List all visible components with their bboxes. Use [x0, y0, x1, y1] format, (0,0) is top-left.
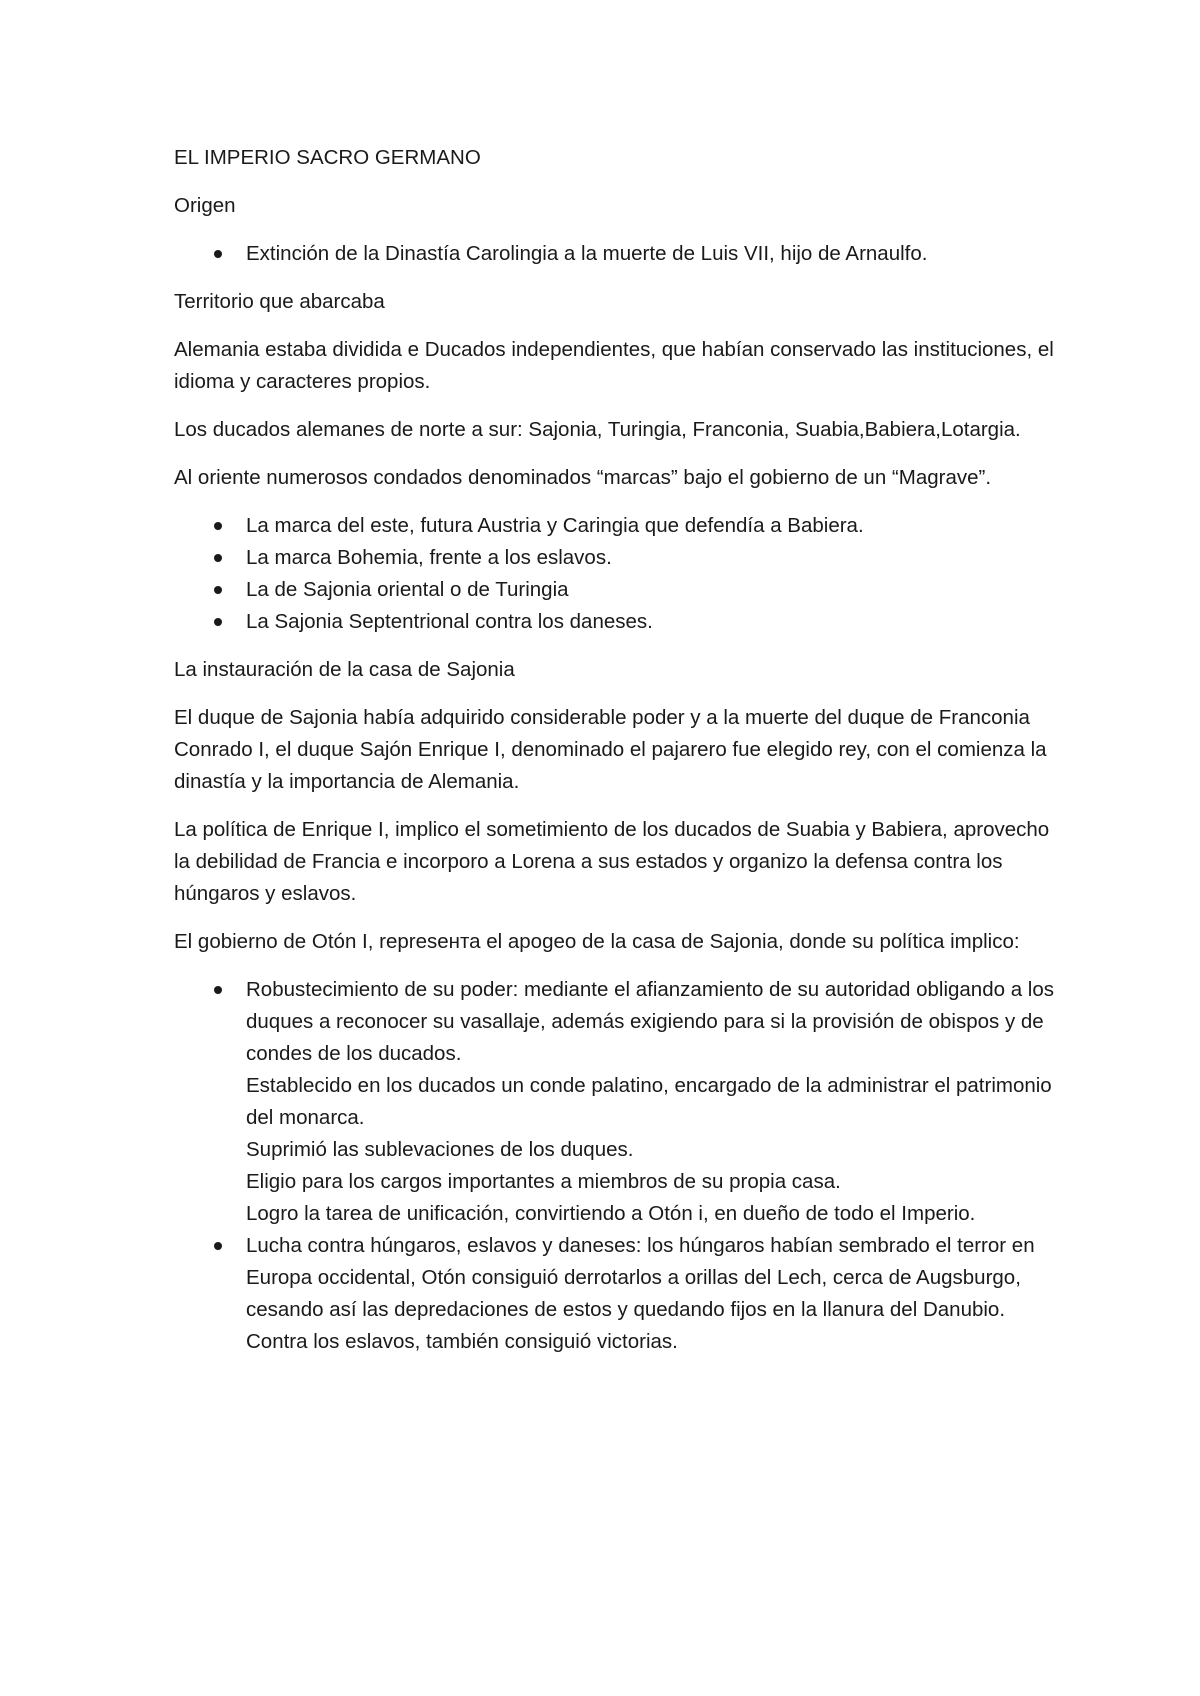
list-item-text: Eligio para los cargos importantes a miembros de su propia casa. — [246, 1170, 841, 1193]
territory-paragraph-2: Los ducados alemanes de norte a sur: Sajonia, Turingia, Franconia, Suabia,Babiera,Lotargia. — [174, 418, 1021, 441]
list-item-text: Robustecimiento de su poder: mediante el afianzamiento de su autoridad obligando a los duques a reconocer su vasallaje, además exigiendo para si la provisión de obispos y de condes de los ducados. — [246, 978, 1054, 1065]
list-item — [174, 510, 1054, 542]
list-item-text: La de Sajonia oriental o de Turingia — [246, 578, 569, 601]
list-item — [174, 1230, 1054, 1358]
bullet-icon — [214, 250, 222, 258]
list-item-text: Contra los eslavos, también consiguió victorias. — [246, 1330, 678, 1353]
territory-paragraph-1: Alemania estaba dividida e Ducados independientes, que habían conservado las instituciones, el idioma y caracteres propios. — [174, 338, 1054, 393]
document-page — [174, 142, 1054, 1374]
list-item — [174, 574, 1054, 606]
list-item-text: La marca Bohemia, frente a los eslavos. — [246, 546, 612, 569]
saxony-paragraph-3: El gobierno de Otón I, represента el apogeo de la casa de Sajonia, donde su política implico: — [174, 930, 1020, 953]
bullet-icon — [214, 986, 222, 994]
bullet-icon — [214, 554, 222, 562]
list-item-text: Establecido en los ducados un conde palatino, encargado de la administrar el patrimonio del monarca. — [246, 1074, 1052, 1129]
document-title: EL IMPERIO SACRO GERMANO — [174, 146, 481, 169]
list-item-text: La marca del este, futura Austria y Caringia que defendía a Babiera. — [246, 514, 864, 537]
list-item — [174, 606, 1054, 638]
territory-heading: Territorio que abarcaba — [174, 290, 385, 313]
saxony-paragraph-1: El duque de Sajonia había adquirido considerable poder y a la muerte del duque de Franconia Conrado I, el duque Sajón Enrique I, denominado el pajarero fue elegido rey, con el comienza la dinastía y la importancia de Alemania. — [174, 706, 1047, 793]
origin-heading: Origen — [174, 194, 236, 217]
list-item — [174, 542, 1054, 574]
bullet-icon — [214, 586, 222, 594]
list-item-text: Extinción de la Dinastía Carolingia a la muerte de Luis VII, hijo de Arnaulfo. — [246, 242, 928, 265]
list-item-text: Logro la tarea de unificación, convirtiendo a Otón i, en dueño de todo el Imperio. — [246, 1202, 976, 1225]
list-item-text: La Sajonia Septentrional contra los daneses. — [246, 610, 653, 633]
saxony-paragraph-2: La política de Enrique I, implico el sometimiento de los ducados de Suabia y Babiera, aprovecho la debilidad de Francia e incorporo a Lorena a sus estados y organizo la defensa contra los húngaros y eslavos. — [174, 818, 1050, 905]
bullet-icon — [214, 618, 222, 626]
list-item — [174, 238, 1054, 270]
territory-paragraph-3: Al oriente numerosos condados denominados “marcas” bajo el gobierno de un “Magrave”. — [174, 466, 992, 489]
list-item — [174, 974, 1054, 1230]
bullet-icon — [214, 522, 222, 530]
oton-list — [174, 974, 1054, 1358]
saxony-heading: La instauración de la casa de Sajonia — [174, 658, 515, 681]
marcas-list — [174, 510, 1054, 638]
bullet-icon — [214, 1242, 222, 1250]
origin-list — [174, 238, 1054, 270]
list-item-text: Suprimió las sublevaciones de los duques. — [246, 1138, 634, 1161]
list-item-text: Lucha contra húngaros, eslavos y daneses: los húngaros habían sembrado el terror en Europa occidental, Otón consiguió derrotarlos a orillas del Lech, cerca de Augsburgo, cesando así las depredaciones de estos y quedando fijos en la llanura del Danubio. — [246, 1234, 1035, 1321]
